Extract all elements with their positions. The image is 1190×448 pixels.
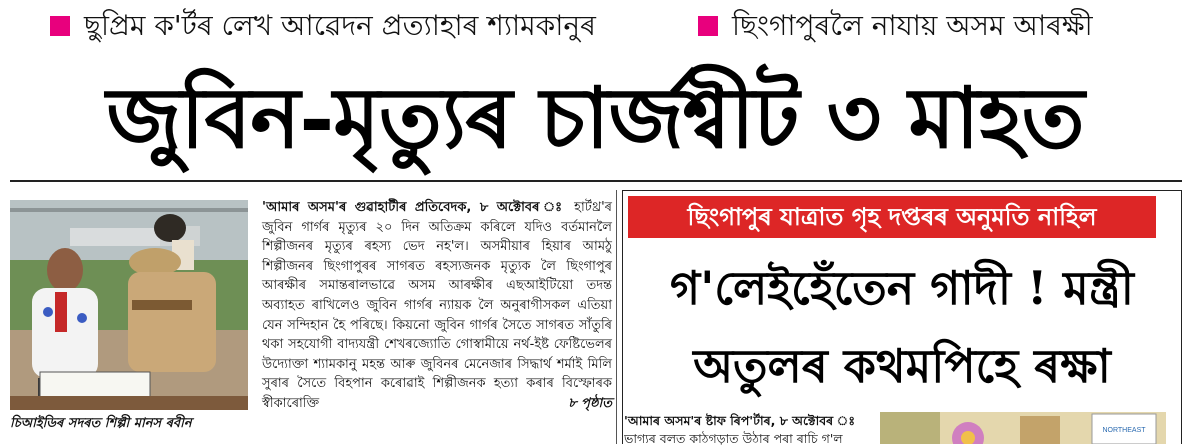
headline-divider — [10, 180, 1182, 182]
lead-article[interactable] — [262, 198, 612, 414]
side-story-label[interactable]: ছিংগাপুৰ যাত্ৰাত গৃহ দপ্তৰৰ অনুমতি নাহিল — [628, 196, 1156, 238]
kicker-bar — [0, 4, 1190, 48]
advertisement-illustration — [880, 412, 1166, 444]
article-dateline: 'আমাৰ অসম'ৰ গুৱাহাটীৰ প্ৰতিবেদক, ৮ অক্টোবৰ ঃ — [262, 200, 567, 215]
kicker-marker-right — [698, 16, 718, 36]
kicker-marker-left — [50, 16, 70, 36]
kicker-right[interactable]: ছিংগাপুৰলৈ নাযায় অসম আৰক্ষী — [732, 9, 1093, 42]
news-photo-illustration — [10, 200, 248, 410]
advertisement-image[interactable] — [880, 412, 1166, 444]
side-story-dateline: 'আমাৰ অসম'ৰ ষ্টাফ ৰিপ'ৰ্টাৰ, ৮ অক্টোবৰ ঃ — [624, 413, 856, 428]
photo-caption: চিআইডিৰ সদৰত শিল্পী মানস ৰবীন — [10, 416, 192, 431]
article-continued-link[interactable]: ৮ পৃষ্ঠাত — [568, 395, 612, 411]
side-story-body: ভাগ্যৰ বলত কাঠগড়াত উঠাৰ পৰা ৰাচি গ'ল — [624, 431, 843, 446]
side-story-headline-line2[interactable]: অতুলৰ কথমপিহে ৰক্ষা — [693, 339, 1111, 393]
news-photo[interactable] — [10, 200, 248, 410]
ad-brand-text: NORTHEAST — [1102, 427, 1146, 434]
column-divider — [616, 190, 617, 444]
main-headline[interactable]: জুবিন-মৃত্যুৰ চাৰ্জশ্বীট ৩ মাহত — [106, 68, 1084, 167]
article-body: হাৰ্টথ্ৰ'ৰ জুবিন গাৰ্গৰ মৃত্যুৰ ২০ দিন অতিক্ৰম কৰিলে যদিও বৰ্তমানলৈ শিল্পীজনৰ মৃত্যুৰ ৰহস্য ভেদ নহ'ল। অসমীয়াৰ হিয়াৰ আমঠু শিল্পীজনৰ ছিংগাপুৰৰ সাগৰত ৰহস্যজনক মৃত্যুক লৈ ছিংগাপুৰ আৰক্ষীৰ সমান্তৰালভাৱে অসম আৰক্ষীৰ এছআইটিয়ো তদন্ত অব্যাহত ৰাখিলেও জুবিন গাৰ্গৰ ন্যায়ক লৈ অনুৰাগীসকল এতিয়া যেন সন্দিহান হৈ পৰিছে। কিয়নো জুবিন গাৰ্গৰ সৈতে সাগৰত সাঁতুৰি থকা সহযোগী বাদ্যযন্ত্ৰী শেখৰজ্যোতি গোস্বামীয়ে নৰ্থ-ইষ্ট ফেষ্টিভেলৰ উদ্যোক্তা শ্যামকানু মহন্ত আৰু জুবিনৰ মেনেজাৰ সিদ্ধাৰ্থ শৰ্মাই মিলি সুৰাৰ সৈতে বিহপান কৰোৱাই শিল্পীজনক হত্যা কৰাৰ বিস্ফোৰক স্বীকাৰোক্তি — [262, 200, 612, 411]
side-story-headline-line1[interactable]: গ'লেইহেঁতেন গাদী ! মন্ত্ৰী — [670, 261, 1134, 315]
kicker-left[interactable]: ছুপ্ৰিম ক'ৰ্টৰ লেখ আৱেদন প্ৰত্যাহাৰ শ্যামকানুৰ — [84, 9, 596, 42]
